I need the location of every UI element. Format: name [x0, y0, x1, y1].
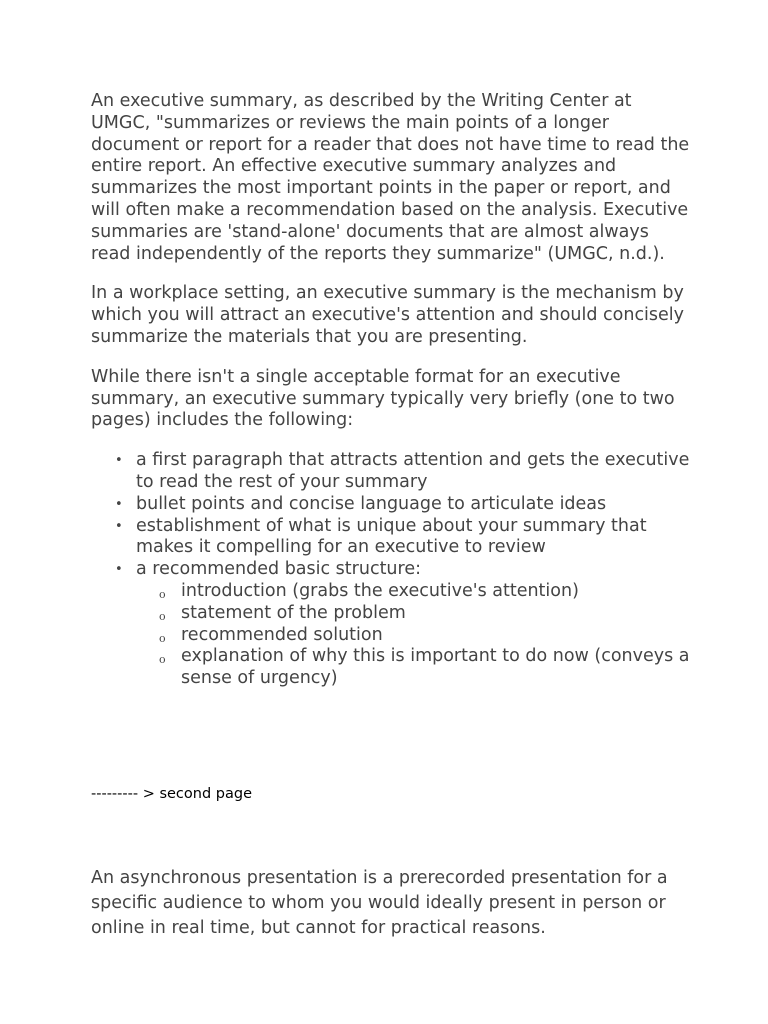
paragraph-workplace-setting: In a workplace setting, an executive summary is the mechanism by which you will attract an executive's attention and should concisely summarize the materials that you are presenting.: [91, 283, 685, 347]
paragraph-format-intro: While there isn't a single acceptable format for an executive summary, an executive summary typically very briefly (one to two pages) includes the following:: [91, 366, 675, 431]
sub-list-item: [181, 646, 691, 690]
sub-list-item-text: recommended solution: [181, 624, 383, 645]
sub-list-item: [181, 581, 691, 603]
paragraph-asynchronous-presentation: An asynchronous presentation is a prerecorded presentation for a specific audience to whom you would ideally present in person or online in real time, but cannot for practical reasons.: [91, 867, 668, 938]
list-item: [136, 559, 691, 690]
list-item: [136, 494, 691, 516]
sub-list-item-text: explanation of why this is important to do now (conveys a sense of urgency): [181, 646, 690, 689]
list-item: [136, 450, 691, 494]
paragraph-executive-summary-definition: An executive summary, as described by the Writing Center at UMGC, "summarizes or reviews the main points of a longer document or report for a reader that does not have time to read the entire report. An effective executive summary analyzes and summarizes the most important points in the paper or report, and will often make a recommendation based on the analysis. Executive summaries are 'stand-alone' documents that are almost always read independently of the reports they summarize" (UMGC, n.d.).: [91, 91, 690, 264]
bullet-list: [91, 450, 691, 690]
document-body: [91, 91, 691, 690]
sub-bullet-list: [136, 581, 691, 690]
sub-list-item-text: statement of the problem: [181, 602, 406, 623]
list-item-text: bullet points and concise language to articulate ideas: [136, 493, 607, 514]
sub-list-item: [181, 603, 691, 625]
list-item-text: establishment of what is unique about your summary that makes it compelling for an executive to review: [136, 515, 647, 558]
list-item-text: a recommended basic structure:: [136, 559, 421, 580]
page-break-marker: --------- > second page: [91, 786, 252, 802]
sub-list-item-text: introduction (grabs the executive's attention): [181, 580, 579, 601]
list-item: [136, 516, 691, 560]
list-item-text: a first paragraph that attracts attention and gets the executive to read the rest of your summary: [136, 450, 690, 492]
sub-list-item: [181, 625, 691, 647]
